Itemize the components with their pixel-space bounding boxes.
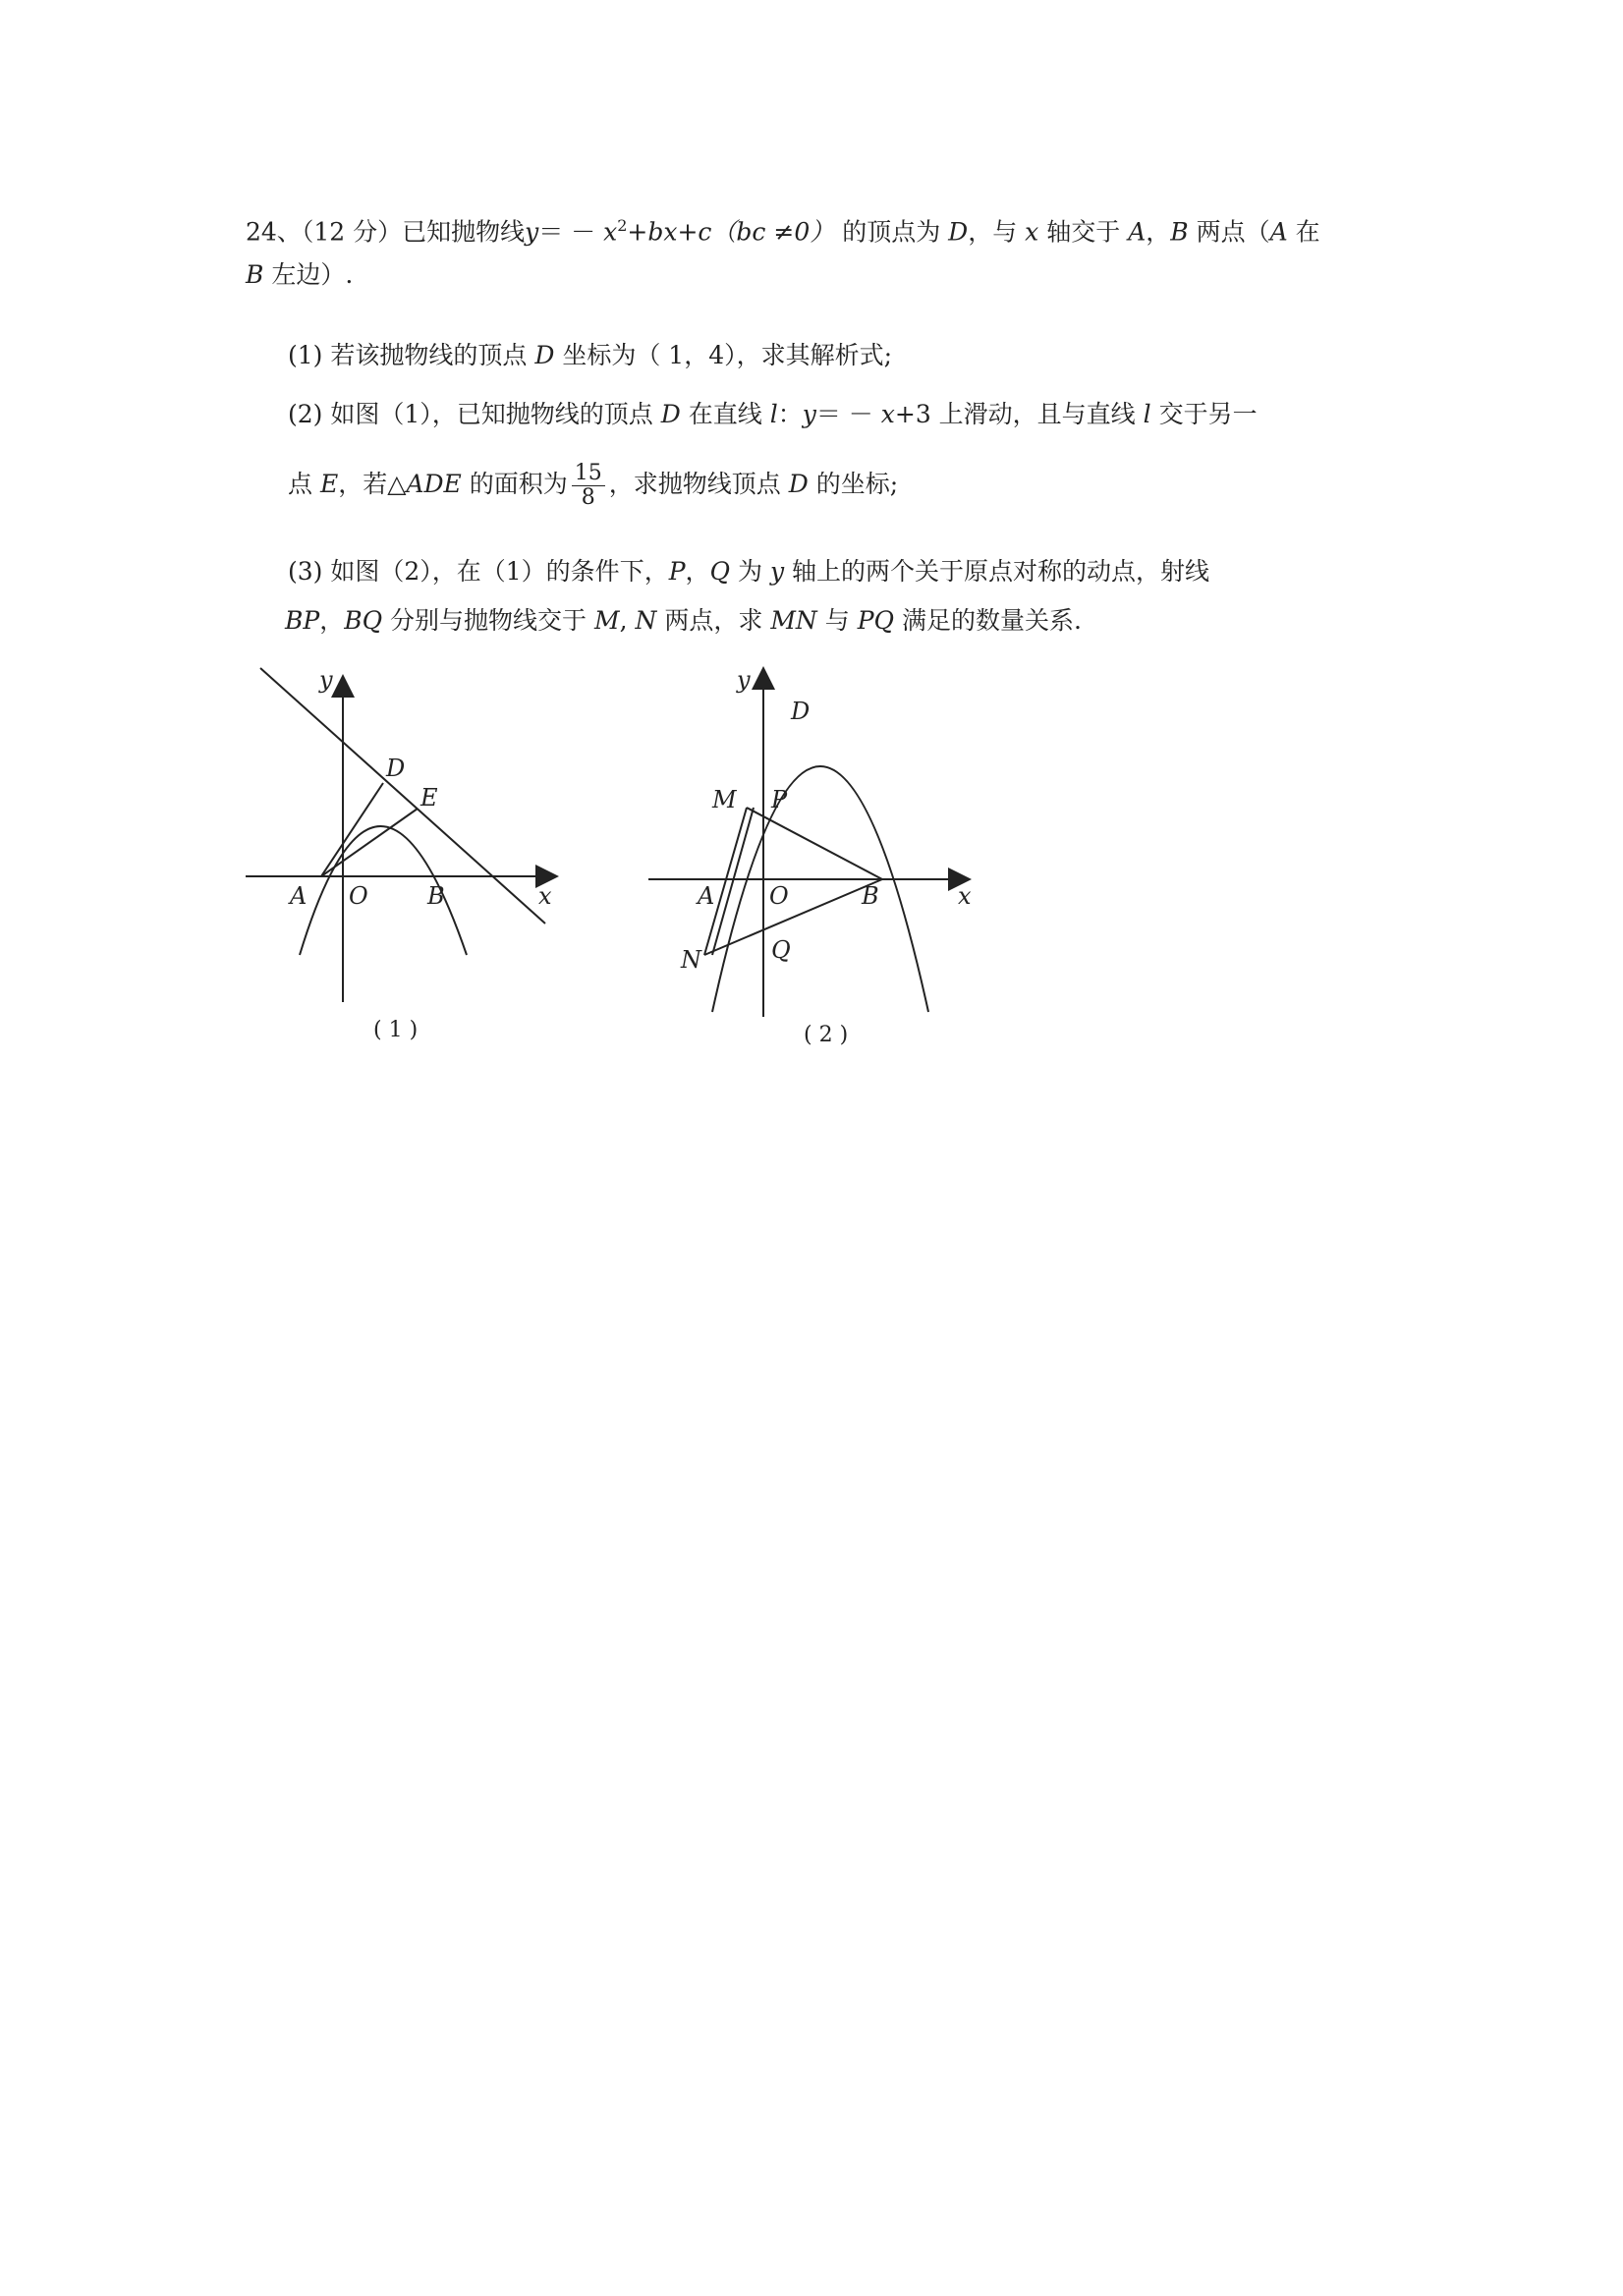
- var-B: B: [246, 260, 264, 289]
- label-B: B: [862, 882, 879, 910]
- part2-text: +3 上滑动，且与直线: [894, 400, 1136, 428]
- figure-2-diagram: [644, 658, 997, 1051]
- parabola: [712, 766, 928, 1012]
- var-A: A: [1128, 217, 1147, 247]
- stem-text: 的顶点为: [842, 217, 941, 247]
- part3-text: 如图（2），在（1）的条件下，: [330, 557, 669, 586]
- fraction-15-8: [572, 462, 605, 510]
- eq-exponent: 2: [617, 216, 628, 235]
- stem-text: 已知抛物线: [402, 217, 526, 247]
- part2-line-2: [288, 462, 898, 510]
- stem-text: 两点（: [1196, 217, 1270, 247]
- part3-line-1: [288, 555, 1209, 588]
- sep: ,: [619, 606, 628, 635]
- var-BP: BP: [285, 606, 320, 635]
- part3-text: 为: [738, 557, 763, 586]
- eq-rest: +bx+c: [627, 217, 712, 247]
- var-M: M: [594, 606, 620, 635]
- sep: ，: [685, 557, 710, 586]
- segment-MN: [704, 808, 747, 955]
- var-y: y: [802, 400, 816, 428]
- problem-number: 24、: [246, 217, 302, 247]
- figure-2-caption: ( 2 ): [804, 1023, 849, 1047]
- part1-text: 坐标为（ 1，4），求其解析式;: [562, 341, 893, 369]
- var-E: E: [319, 470, 339, 498]
- var-A: A: [1269, 217, 1288, 247]
- sep: ，: [1146, 217, 1171, 247]
- sep: ，: [319, 606, 345, 635]
- segment-AD: [321, 783, 383, 876]
- var-MN: MN: [770, 606, 817, 635]
- var-D: D: [788, 470, 809, 498]
- eq-x: x: [603, 217, 618, 247]
- part2-text: 点: [288, 470, 313, 498]
- var-l: l: [769, 400, 778, 428]
- var-l: l: [1143, 400, 1151, 428]
- label-D: D: [386, 755, 406, 782]
- part3-line-2: [285, 604, 1082, 638]
- label-B: B: [427, 882, 445, 910]
- part1-text: 若该抛物线的顶点: [330, 341, 528, 369]
- figure-2: [644, 658, 997, 1055]
- part2-label: (2): [288, 400, 323, 428]
- part3-text: 轴上的两个关于原点对称的动点，射线: [792, 557, 1210, 586]
- part1-line: [288, 339, 892, 372]
- eq-condition: （bc ≠0）: [711, 217, 835, 247]
- figure-1-caption: ( 1 ): [373, 1018, 419, 1042]
- var-D: D: [948, 217, 969, 247]
- part3-text: 两点，求: [664, 606, 763, 635]
- var-D: D: [660, 400, 681, 428]
- part2-text: 在直线: [688, 400, 762, 428]
- label-y: y: [319, 666, 333, 694]
- eq-sign: ＝ －: [538, 217, 596, 247]
- label-Q: Q: [771, 936, 791, 964]
- stem-text: 左边）.: [271, 260, 354, 289]
- part3-text: 满足的数量关系.: [902, 606, 1082, 635]
- var-x: x: [880, 400, 895, 428]
- label-P: P: [771, 786, 788, 813]
- label-y: y: [737, 666, 751, 694]
- eq-y: y: [525, 217, 539, 247]
- var-B: B: [1170, 217, 1189, 247]
- part3-label: (3): [288, 557, 323, 586]
- part2-text: ＝ －: [815, 400, 873, 428]
- label-x: x: [538, 882, 552, 910]
- part2-text: ，求抛物线顶点: [608, 470, 781, 498]
- part2-line-1: [288, 398, 1258, 431]
- part2-text: 的坐标;: [815, 470, 899, 498]
- var-BQ: BQ: [344, 606, 383, 635]
- label-M: M: [712, 786, 737, 813]
- var-x: x: [1025, 217, 1039, 247]
- part2-text: 交于另一: [1158, 400, 1258, 428]
- label-x: x: [958, 882, 972, 910]
- stem-text: 轴交于: [1046, 217, 1121, 247]
- var-Q: Q: [709, 557, 731, 586]
- var-P: P: [668, 557, 686, 586]
- label-A: A: [290, 882, 308, 910]
- label-A: A: [698, 882, 715, 910]
- fraction-numerator: 15: [572, 462, 605, 486]
- part2-text: 的面积为: [469, 470, 568, 498]
- problem-stem-line-1: [246, 209, 1320, 249]
- segment-AE: [321, 809, 418, 876]
- var-ADE: ADE: [406, 470, 462, 498]
- label-O: O: [349, 882, 368, 910]
- var-D: D: [534, 341, 555, 369]
- stem-text: ，与: [968, 217, 1018, 247]
- stem-text: 在: [1295, 217, 1320, 247]
- label-N: N: [681, 946, 701, 974]
- ray-BP: [747, 808, 882, 879]
- part1-label: (1): [288, 341, 323, 369]
- part2-text: ：: [777, 400, 803, 428]
- label-E: E: [420, 784, 438, 812]
- fraction-denominator: 8: [581, 485, 595, 510]
- var-N: N: [635, 606, 657, 635]
- label-D: D: [791, 698, 811, 725]
- part3-text: 与: [824, 606, 850, 635]
- problem-points: （12 分）: [301, 217, 403, 247]
- problem-stem-line-2: [246, 258, 353, 292]
- figure-1: [241, 658, 614, 1055]
- var-y: y: [769, 557, 785, 586]
- part2-text: ，若△: [338, 470, 407, 498]
- part3-text: 分别与抛物线交于: [390, 606, 588, 635]
- var-PQ: PQ: [857, 606, 895, 635]
- label-O: O: [769, 882, 789, 910]
- part2-text: 如图（1），已知抛物线的顶点: [330, 400, 653, 428]
- figure-1-diagram: [241, 658, 614, 1051]
